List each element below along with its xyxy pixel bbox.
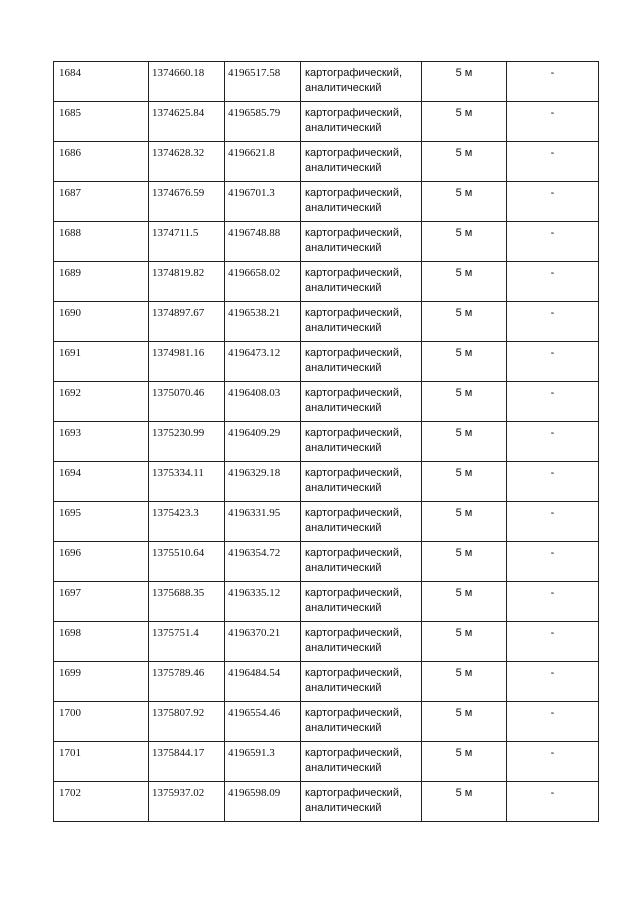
point-number-cell: 1695 [54,502,149,542]
x-coordinate-cell: 1375334.11 [149,462,225,502]
accuracy-cell: 5 м [422,502,507,542]
table-row [54,542,599,582]
table-row [54,582,599,622]
method-cell: картографический, аналитический [301,542,422,582]
point-number-cell: 1700 [54,702,149,742]
accuracy-cell: 5 м [422,702,507,742]
point-number-cell: 1687 [54,182,149,222]
accuracy-cell: 5 м [422,462,507,502]
accuracy-cell: 5 м [422,542,507,582]
point-number-cell: 1701 [54,742,149,782]
accuracy-cell: 5 м [422,582,507,622]
table-row [54,142,599,182]
point-number-cell: 1696 [54,542,149,582]
y-coordinate-cell: 4196354.72 [225,542,301,582]
method-cell: картографический, аналитический [301,742,422,782]
x-coordinate-cell: 1374897.67 [149,302,225,342]
y-coordinate-cell: 4196408.03 [225,382,301,422]
point-number-cell: 1698 [54,622,149,662]
point-number-cell: 1694 [54,462,149,502]
method-cell: картографический, аналитический [301,462,422,502]
point-number-cell: 1693 [54,422,149,462]
method-cell: картографический, аналитический [301,142,422,182]
note-cell: - [507,502,599,542]
note-cell: - [507,222,599,262]
x-coordinate-cell: 1375688.35 [149,582,225,622]
x-coordinate-cell: 1374625.84 [149,102,225,142]
x-coordinate-cell: 1375844.17 [149,742,225,782]
note-cell: - [507,742,599,782]
point-number-cell: 1690 [54,302,149,342]
note-cell: - [507,382,599,422]
coordinates-table-body [54,62,599,822]
y-coordinate-cell: 4196658.02 [225,262,301,302]
method-cell: картографический, аналитический [301,582,422,622]
y-coordinate-cell: 4196748.88 [225,222,301,262]
accuracy-cell: 5 м [422,222,507,262]
y-coordinate-cell: 4196331.95 [225,502,301,542]
note-cell: - [507,462,599,502]
table-row [54,662,599,702]
accuracy-cell: 5 м [422,262,507,302]
method-cell: картографический, аналитический [301,382,422,422]
table-row [54,342,599,382]
method-cell: картографический, аналитический [301,62,422,102]
y-coordinate-cell: 4196335.12 [225,582,301,622]
note-cell: - [507,302,599,342]
table-row [54,742,599,782]
accuracy-cell: 5 м [422,622,507,662]
method-cell: картографический, аналитический [301,502,422,542]
accuracy-cell: 5 м [422,302,507,342]
accuracy-cell: 5 м [422,662,507,702]
coordinates-table [53,61,599,822]
note-cell: - [507,422,599,462]
table-row [54,102,599,142]
note-cell: - [507,622,599,662]
x-coordinate-cell: 1374676.59 [149,182,225,222]
accuracy-cell: 5 м [422,422,507,462]
y-coordinate-cell: 4196538.21 [225,302,301,342]
y-coordinate-cell: 4196473.12 [225,342,301,382]
point-number-cell: 1686 [54,142,149,182]
table-row [54,382,599,422]
table-row [54,622,599,662]
accuracy-cell: 5 м [422,62,507,102]
note-cell: - [507,542,599,582]
method-cell: картографический, аналитический [301,702,422,742]
note-cell: - [507,102,599,142]
note-cell: - [507,62,599,102]
x-coordinate-cell: 1375751.4 [149,622,225,662]
x-coordinate-cell: 1375510.64 [149,542,225,582]
y-coordinate-cell: 4196585.79 [225,102,301,142]
x-coordinate-cell: 1374981.16 [149,342,225,382]
y-coordinate-cell: 4196621.8 [225,142,301,182]
method-cell: картографический, аналитический [301,262,422,302]
x-coordinate-cell: 1375230.99 [149,422,225,462]
note-cell: - [507,342,599,382]
table-row [54,462,599,502]
method-cell: картографический, аналитический [301,342,422,382]
point-number-cell: 1697 [54,582,149,622]
table-row [54,502,599,542]
x-coordinate-cell: 1374628.32 [149,142,225,182]
point-number-cell: 1685 [54,102,149,142]
x-coordinate-cell: 1375789.46 [149,662,225,702]
method-cell: картографический, аналитический [301,102,422,142]
method-cell: картографический, аналитический [301,302,422,342]
method-cell: картографический, аналитический [301,782,422,822]
method-cell: картографический, аналитический [301,662,422,702]
accuracy-cell: 5 м [422,142,507,182]
y-coordinate-cell: 4196370.21 [225,622,301,662]
x-coordinate-cell: 1375807.92 [149,702,225,742]
y-coordinate-cell: 4196554.46 [225,702,301,742]
method-cell: картографический, аналитический [301,422,422,462]
table-row [54,262,599,302]
y-coordinate-cell: 4196591.3 [225,742,301,782]
table-row [54,182,599,222]
x-coordinate-cell: 1374660.18 [149,62,225,102]
y-coordinate-cell: 4196329.18 [225,462,301,502]
method-cell: картографический, аналитический [301,622,422,662]
accuracy-cell: 5 м [422,182,507,222]
table-row [54,702,599,742]
y-coordinate-cell: 4196484.54 [225,662,301,702]
y-coordinate-cell: 4196701.3 [225,182,301,222]
point-number-cell: 1689 [54,262,149,302]
table-row [54,422,599,462]
point-number-cell: 1688 [54,222,149,262]
accuracy-cell: 5 м [422,342,507,382]
accuracy-cell: 5 м [422,742,507,782]
table-row [54,782,599,822]
x-coordinate-cell: 1374819.82 [149,262,225,302]
point-number-cell: 1702 [54,782,149,822]
y-coordinate-cell: 4196598.09 [225,782,301,822]
table-row [54,302,599,342]
point-number-cell: 1684 [54,62,149,102]
accuracy-cell: 5 м [422,782,507,822]
note-cell: - [507,782,599,822]
table-row [54,222,599,262]
point-number-cell: 1691 [54,342,149,382]
note-cell: - [507,702,599,742]
x-coordinate-cell: 1374711.5 [149,222,225,262]
accuracy-cell: 5 м [422,382,507,422]
accuracy-cell: 5 м [422,102,507,142]
point-number-cell: 1699 [54,662,149,702]
note-cell: - [507,142,599,182]
x-coordinate-cell: 1375423.3 [149,502,225,542]
note-cell: - [507,662,599,702]
note-cell: - [507,582,599,622]
method-cell: картографический, аналитический [301,182,422,222]
y-coordinate-cell: 4196517.58 [225,62,301,102]
y-coordinate-cell: 4196409.29 [225,422,301,462]
table-row [54,62,599,102]
method-cell: картографический, аналитический [301,222,422,262]
x-coordinate-cell: 1375070.46 [149,382,225,422]
note-cell: - [507,182,599,222]
note-cell: - [507,262,599,302]
x-coordinate-cell: 1375937.02 [149,782,225,822]
point-number-cell: 1692 [54,382,149,422]
